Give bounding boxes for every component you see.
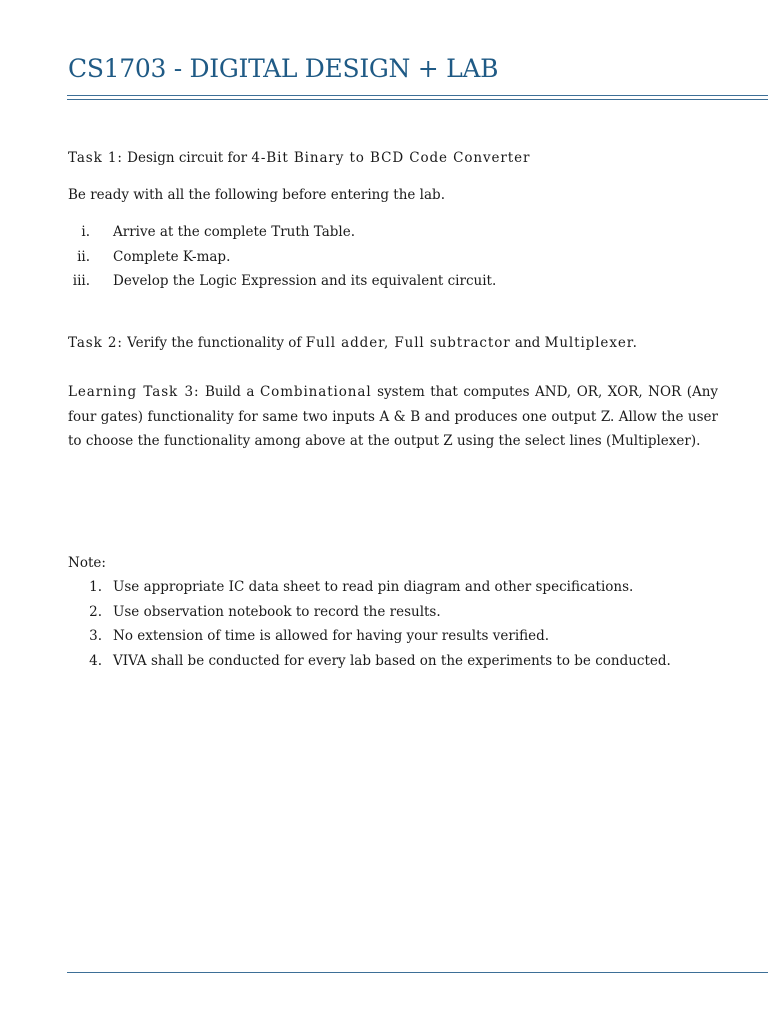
list-marker: 4. (89, 652, 102, 669)
list-item-text: Use observation notebook to record the results. (113, 603, 441, 620)
list-item-text: Arrive at the complete Truth Table. (113, 224, 355, 240)
list-marker: 3. (89, 628, 102, 644)
list-marker: 1. (89, 579, 102, 595)
list-item-text: Develop the Logic Expression and its equivalent circuit. (113, 273, 497, 289)
list-item-text: VIVA shall be conducted for every lab based on the experiments to be conducted. (113, 652, 671, 669)
list-item-text: Use appropriate IC data sheet to read pin diagram and other specifications. (113, 579, 634, 595)
list-item-text: No extension of time is allowed for having your results verified. (113, 628, 550, 644)
task-2-text: Verify the functionality of (127, 335, 302, 351)
task-2-paragraph (68, 331, 638, 356)
task-1-converter: 4-Bit Binary to BCD Code Converter (251, 150, 531, 166)
list-marker: ii. (77, 248, 90, 265)
footer-divider (67, 972, 768, 973)
task-1-label: Task 1: (68, 150, 123, 166)
task-3-combinational: Combinational (259, 384, 372, 400)
list-item-text: Complete K-map. (113, 248, 231, 265)
task-3-text-intro: Build a (204, 384, 255, 400)
task-3-text-body: system that computes AND, OR, XOR, NOR (Any four gates) functionality for same two inputs A & B and produces one output Z. Allow the user to choose the functionality among above at the output Z using the select lines (Multiplexer). (68, 384, 719, 449)
task-2-multiplexer: Multiplexer. (544, 335, 638, 351)
note-label: Note: (68, 555, 106, 571)
task-2-circuits: Full adder, Full subtractor (305, 335, 511, 351)
list-marker: iii. (72, 273, 90, 289)
task-1-paragraph (68, 146, 530, 171)
task-3-paragraph (68, 380, 718, 454)
list-marker: 2. (89, 603, 102, 620)
ready-instruction: Be ready with all the following before entering the lab. (68, 187, 445, 203)
title-divider (67, 95, 768, 100)
list-marker: i. (81, 224, 90, 240)
task-2-conjunction: and (514, 335, 541, 351)
task-2-label: Task 2: (68, 335, 123, 351)
task-1-text: Design circuit for (127, 150, 248, 166)
task-3-label: Learning Task 3: (68, 384, 200, 400)
page-title: CS1703 - DIGITAL DESIGN + LAB (68, 54, 499, 83)
